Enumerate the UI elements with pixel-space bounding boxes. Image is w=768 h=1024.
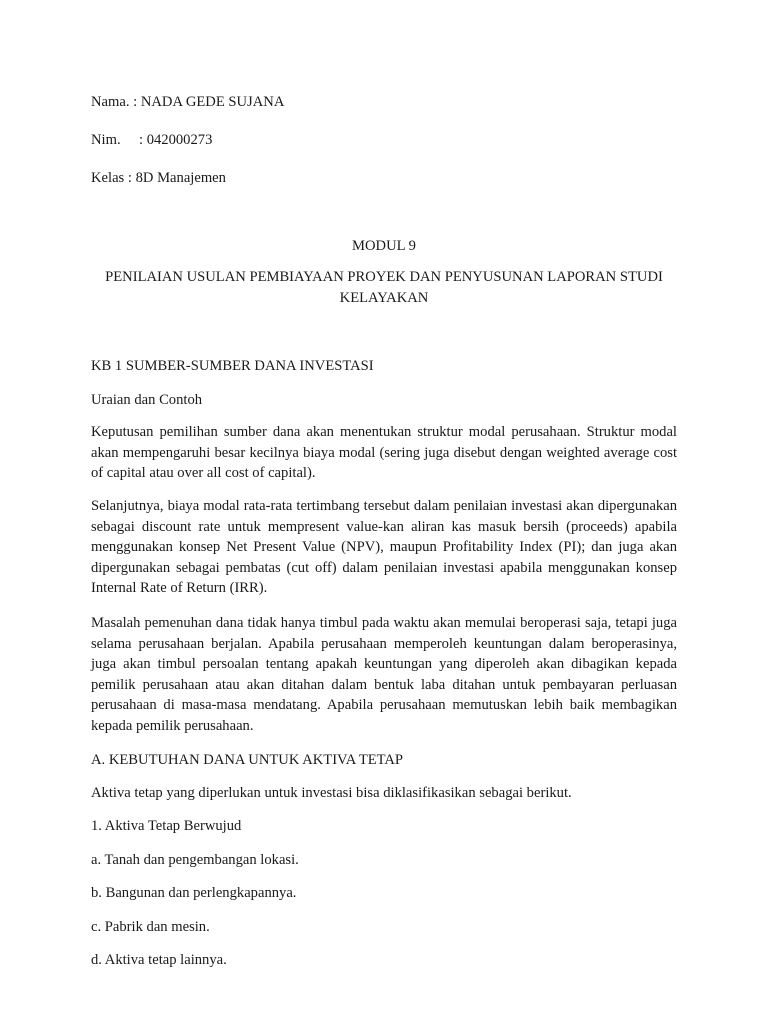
nim-label: Nim. <box>91 132 121 148</box>
section-subheading: Uraian dan Contoh <box>91 392 203 408</box>
module-title: MODUL 9 <box>352 238 416 254</box>
student-name: Nama. : NADA GEDE SUJANA <box>91 94 285 110</box>
subsection-heading: A. KEBUTUHAN DANA UNTUK AKTIVA TETAP <box>91 752 404 768</box>
list-title: 1. Aktiva Tetap Berwujud <box>91 818 242 834</box>
list-item: c. Pabrik dan mesin. <box>91 919 210 935</box>
list-item: d. Aktiva tetap lainnya. <box>91 952 227 968</box>
module-subtitle: PENILAIAN USULAN PEMBIAYAAN PROYEK DAN PENYUSUNAN LAPORAN STUDI KELAYAKAN <box>105 269 663 306</box>
section-heading: KB 1 SUMBER-SUMBER DANA INVESTASI <box>91 358 374 374</box>
student-nim <box>91 130 677 151</box>
subsection-intro: Aktiva tetap yang diperlukan untuk investasi bisa diklasifikasikan sebagai berikut. <box>91 785 572 801</box>
nim-value: : 042000273 <box>139 132 213 148</box>
paragraph-3: Masalah pemenuhan dana tidak hanya timbul pada waktu akan memulai beroperasi saja, tetapi juga selama perusahaan berjalan. Apabila perusahaan memperoleh keuntungan dalam beroperasinya, juga akan timbul persoalan tentang apakah keuntungan yang diperoleh akan dibagikan kepada pemilik perusahaan atau akan ditahan dalam bentuk laba ditahan untuk pembayaran perluasan perusahaan di masa-masa mendatang. Apabila perusahaan memutuskan lebih baik membagikan kepada pemilik perusahaan. <box>91 615 677 734</box>
student-class: Kelas : 8D Manajemen <box>91 170 226 186</box>
list-item: a. Tanah dan pengembangan lokasi. <box>91 852 299 868</box>
list-item: b. Bangunan dan perlengkapannya. <box>91 885 297 901</box>
paragraph-1: Keputusan pemilihan sumber dana akan menentukan struktur modal perusahaan. Struktur modal akan mempengaruhi besar kecilnya biaya modal (sering juga disebut dengan weighted average cost of capital atau over all cost of capital). <box>91 424 677 481</box>
paragraph-2: Selanjutnya, biaya modal rata-rata tertimbang tersebut dalam penilaian investasi akan dipergunakan sebagai discount rate untuk mempresent value-kan aliran kas masuk bersih (proceeds) apabila menggunakan konsep Net Present Value (NPV), maupun Profitability Index (PI); dan juga akan dipergunakan sebagai pembatas (cut off) dalam penilaian investasi apabila menggunakan konsep Internal Rate of Return (IRR). <box>91 498 677 596</box>
